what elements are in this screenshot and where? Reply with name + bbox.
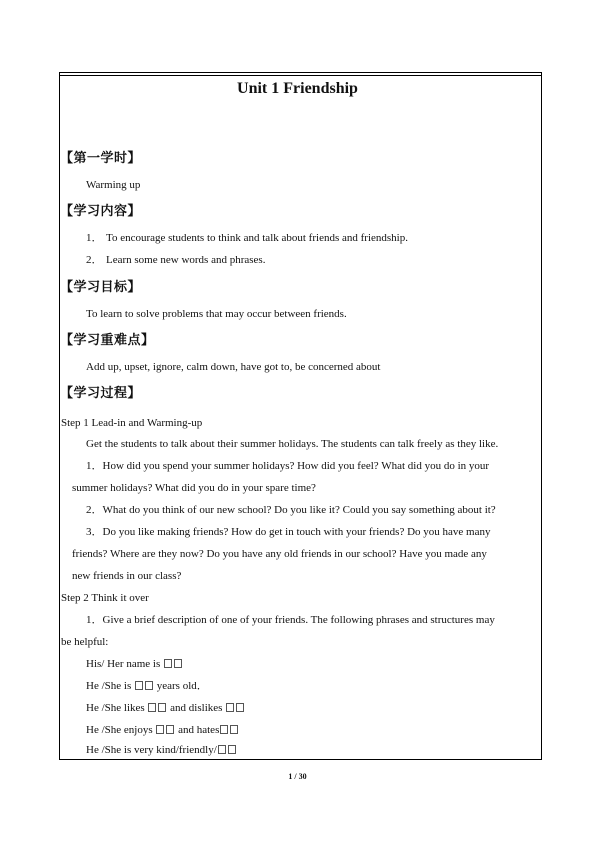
structure-line-likes bbox=[86, 701, 245, 715]
goals-text: To learn to solve problems that may occur between friends. bbox=[86, 308, 347, 320]
structure-text: He /She likes bbox=[86, 702, 145, 714]
section-heading-process: 【学习过程】 bbox=[60, 386, 142, 401]
content-item-number: 1． bbox=[86, 232, 103, 244]
structure-line-name bbox=[86, 657, 183, 671]
structure-text: He /She enjoys bbox=[86, 724, 153, 736]
content-item bbox=[86, 231, 408, 245]
structure-text: and hates bbox=[178, 724, 220, 736]
content-item-number: 2． bbox=[86, 254, 103, 266]
structure-text: He /She is bbox=[86, 680, 132, 692]
blank-box bbox=[228, 745, 236, 754]
blank-box bbox=[218, 745, 226, 754]
blank-box bbox=[145, 681, 153, 690]
step1-question-3-cont: friends? Where are they now? Do you have any old friends in our school? Have you made any bbox=[72, 548, 487, 560]
section-heading-key-points: 【学习重难点】 bbox=[60, 333, 155, 348]
step1-title: Step 1 Lead-in and Warming-up bbox=[61, 417, 203, 429]
blank-box bbox=[220, 725, 228, 734]
blank-box bbox=[174, 659, 182, 668]
blank-box bbox=[236, 703, 244, 712]
structure-text: He /She is very kind/friendly/ bbox=[86, 744, 217, 756]
content-item bbox=[86, 253, 265, 267]
step1-question-3: 3．Do you like making friends? How do get in touch with your friends? Do you have many bbox=[86, 526, 491, 538]
step2-title: Step 2 Think it over bbox=[61, 592, 149, 604]
blank-box bbox=[135, 681, 143, 690]
structure-text: and dislikes bbox=[170, 702, 223, 714]
structure-line-age bbox=[86, 679, 208, 693]
key-points-text: Add up, upset, ignore, calm down, have got to, be concerned about bbox=[86, 361, 381, 373]
structure-line-enjoys bbox=[86, 723, 239, 737]
step1-intro: Get the students to talk about their summer holidays. The students can talk freely as they like. bbox=[86, 438, 499, 450]
step2-question-1: 1．Give a brief description of one of your friends. The following phrases and structures may bbox=[86, 614, 495, 626]
step1-question-1: 1．How did you spend your summer holidays? How did you feel? What did you do in your bbox=[86, 460, 490, 472]
blank-box bbox=[230, 725, 238, 734]
blank-box bbox=[156, 725, 164, 734]
section-heading-goals: 【学习目标】 bbox=[60, 280, 142, 295]
step2-question-1-cont: be helpful: bbox=[61, 636, 109, 648]
step1-question-2: 2．What do you think of our new school? Do you like it? Could you say something about it? bbox=[86, 504, 496, 516]
step1-question-1-cont: summer holidays? What did you do in your spare time? bbox=[72, 482, 316, 494]
section-heading-lesson: 【第一学时】 bbox=[60, 151, 142, 166]
blank-box bbox=[164, 659, 172, 668]
structure-text: His/ Her name is bbox=[86, 658, 161, 670]
blank-box bbox=[158, 703, 166, 712]
content-item-text: To encourage students to think and talk about friends and friendship. bbox=[106, 232, 408, 244]
step1-question-3-cont: new friends in our class? bbox=[72, 570, 182, 582]
lesson-text: Warming up bbox=[86, 179, 141, 191]
section-heading-content: 【学习内容】 bbox=[60, 204, 142, 219]
structure-text: years old． bbox=[156, 680, 208, 692]
blank-box bbox=[226, 703, 234, 712]
content-item-text: Learn some new words and phrases. bbox=[106, 254, 266, 266]
blank-box bbox=[166, 725, 174, 734]
page-number: 1 / 30 bbox=[288, 772, 307, 781]
structure-line-kind bbox=[86, 743, 237, 757]
page-title: Unit 1 Friendship bbox=[237, 80, 358, 97]
blank-box bbox=[148, 703, 156, 712]
